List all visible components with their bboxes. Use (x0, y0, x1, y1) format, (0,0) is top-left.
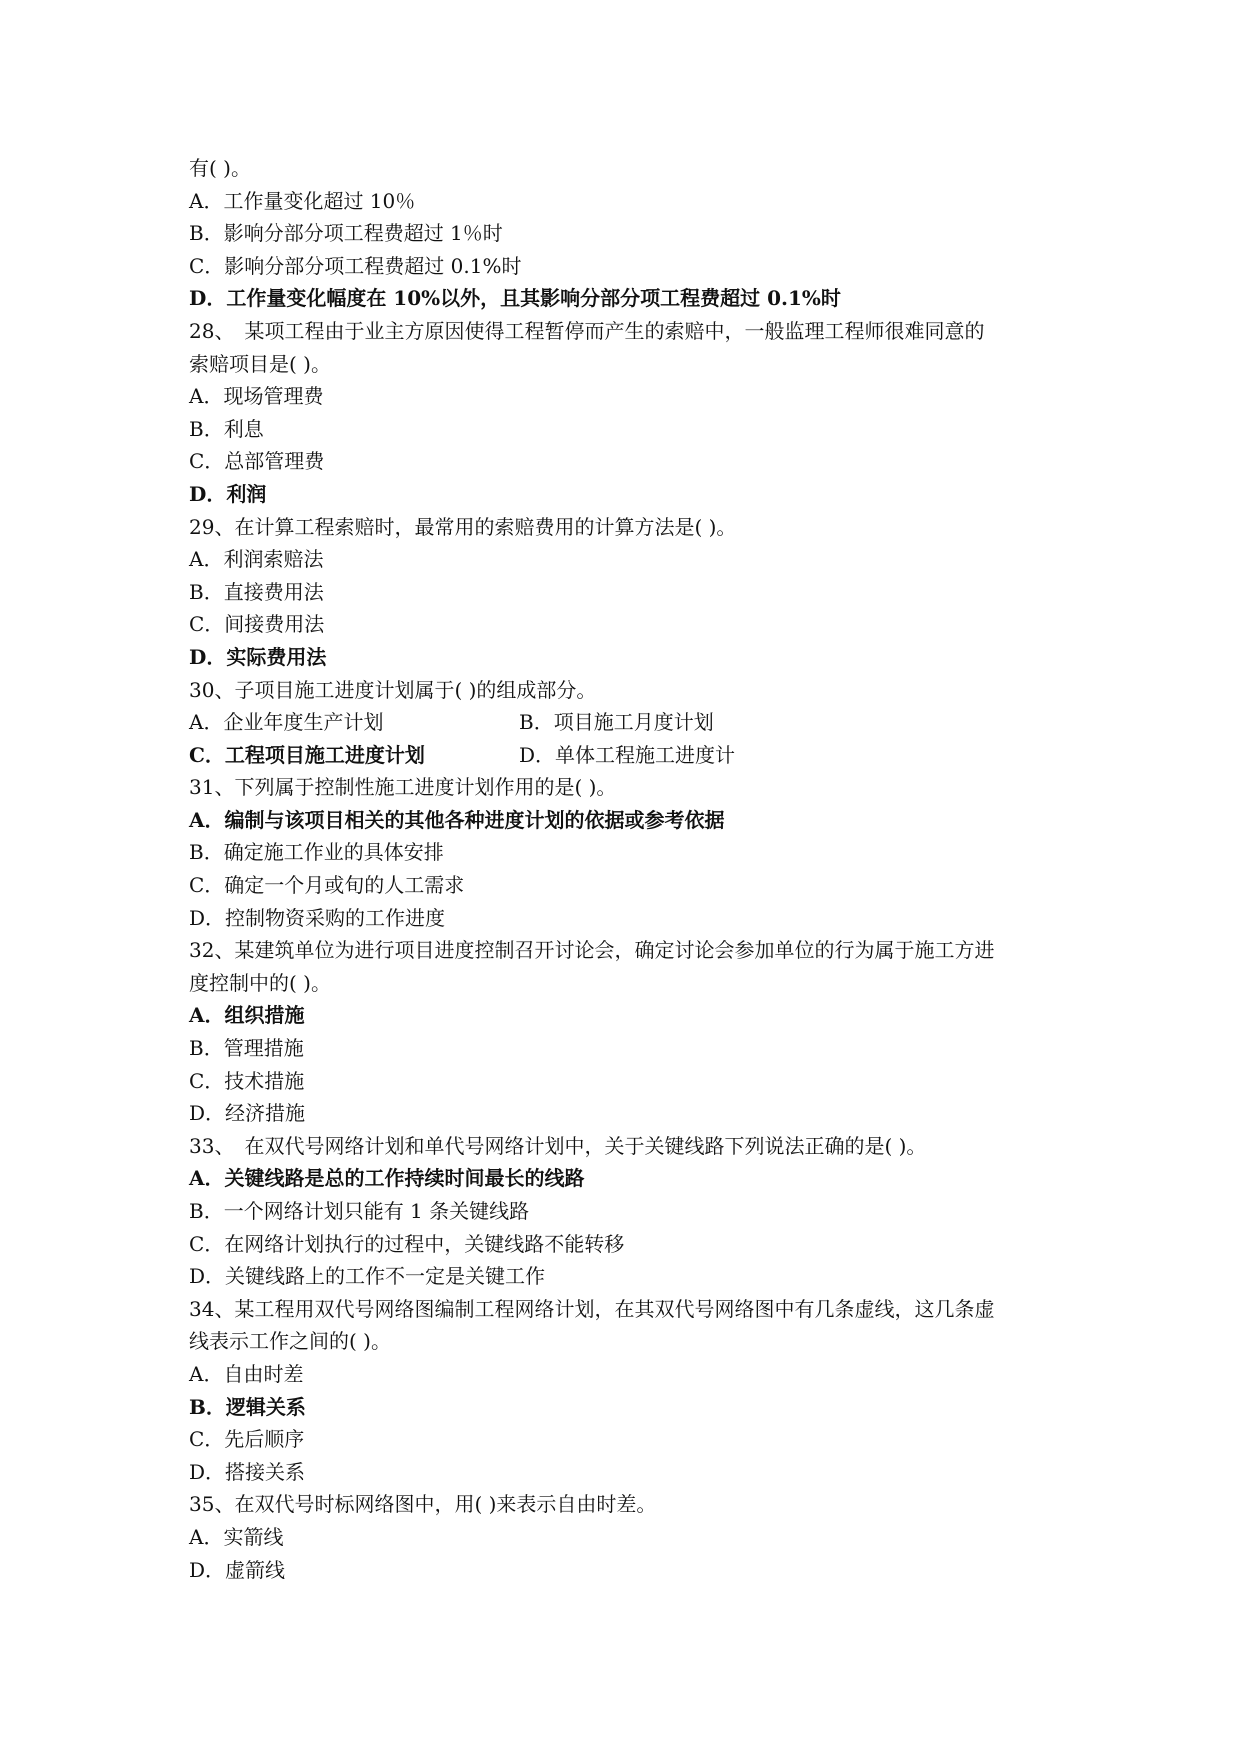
text-line: D．控制物资采购的工作进度 (189, 905, 446, 930)
text-line: A．关键线路是总的工作持续时间最长的线路 (189, 1166, 585, 1191)
text-line: 有( )。 (189, 156, 251, 180)
text-line: D．关键线路上的工作不一定是关键工作 (189, 1264, 546, 1289)
text-line: A．自由时差 (189, 1361, 304, 1386)
text-line: A．利润索赔法 (189, 547, 324, 572)
text-line: 28、 某项工程由于业主方原因使得工程暂停而产生的索赔中，一般监理工程师很难同意的 (189, 318, 985, 343)
document-page (189, 152, 1069, 1586)
question-block-1 (189, 152, 1069, 706)
q30-option-a: A．企业年度生产计划 (189, 710, 384, 735)
text-line: C．技术措施 (189, 1068, 305, 1093)
text-line: C．影响分部分项工程费超过 0.1%时 (189, 253, 522, 278)
text-line: A．编制与该项目相关的其他各种进度计划的依据或参考依据 (189, 807, 725, 832)
text-line: B．利息 (189, 416, 264, 441)
text-line: 度控制中的( )。 (189, 970, 331, 995)
text-line: A．现场管理费 (189, 384, 324, 409)
text-line: B．直接费用法 (189, 579, 324, 604)
q30-option-d: D．单体工程施工进度计 (519, 742, 736, 767)
q30-options-row-1 (189, 706, 1069, 739)
text-line: 35、在双代号时标网络图中，用( )来表示自由时差。 (189, 1492, 657, 1517)
text-line: C．总部管理费 (189, 449, 325, 474)
text-line: 线表示工作之间的( )。 (189, 1329, 391, 1354)
text-line: 32、某建筑单位为进行项目进度控制召开讨论会，确定讨论会参加单位的行为属于施工方进 (189, 938, 995, 963)
text-line: A．组织措施 (189, 1003, 305, 1028)
text-line: 索赔项目是( )。 (189, 351, 331, 376)
text-line: 33、 在双代号网络计划和单代号网络计划中，关于关键线路下列说法正确的是( )。 (189, 1133, 927, 1158)
text-line: D．搭接关系 (189, 1459, 306, 1484)
text-line: A．工作量变化超过 10％ (189, 188, 416, 213)
text-line: 31、下列属于控制性施工进度计划作用的是( )。 (189, 775, 617, 800)
text-line: C．在网络计划执行的过程中，关键线路不能转移 (189, 1231, 625, 1256)
text-line: B．确定施工作业的具体安排 (189, 840, 444, 865)
question-block-2 (189, 771, 1069, 1586)
text-line: B．逻辑关系 (189, 1394, 306, 1419)
text-line: B．一个网络计划只能有 1 条关键线路 (189, 1199, 530, 1223)
q30-option-c: C．工程项目施工进度计划 (189, 742, 425, 767)
q30-options-row-2 (189, 739, 1069, 772)
text-line: D．利润 (189, 481, 267, 506)
text-line: D．经济措施 (189, 1101, 306, 1126)
text-line: C．确定一个月或旬的人工需求 (189, 873, 465, 898)
text-line: 29、在计算工程索赔时，最常用的索赔费用的计算方法是( )。 (189, 514, 737, 539)
text-line: B．影响分部分项工程费超过 1％时 (189, 221, 503, 246)
text-line: A．实箭线 (189, 1524, 284, 1549)
text-line: 34、某工程用双代号网络图编制工程网络计划，在其双代号网络图中有几条虚线，这几条虚 (189, 1296, 995, 1321)
text-line: C．先后顺序 (189, 1427, 305, 1452)
q30-option-b: B．项目施工月度计划 (519, 710, 714, 735)
text-line: C．间接费用法 (189, 612, 325, 637)
text-line: D．虚箭线 (189, 1557, 286, 1582)
text-line: D．工作量变化幅度在 10%以外，且其影响分部分项工程费超过 0.1%时 (189, 286, 841, 311)
text-line: 30、子项目施工进度计划属于( )的组成部分。 (189, 677, 597, 702)
text-line: B．管理措施 (189, 1036, 304, 1061)
text-line: D．实际费用法 (189, 644, 327, 669)
